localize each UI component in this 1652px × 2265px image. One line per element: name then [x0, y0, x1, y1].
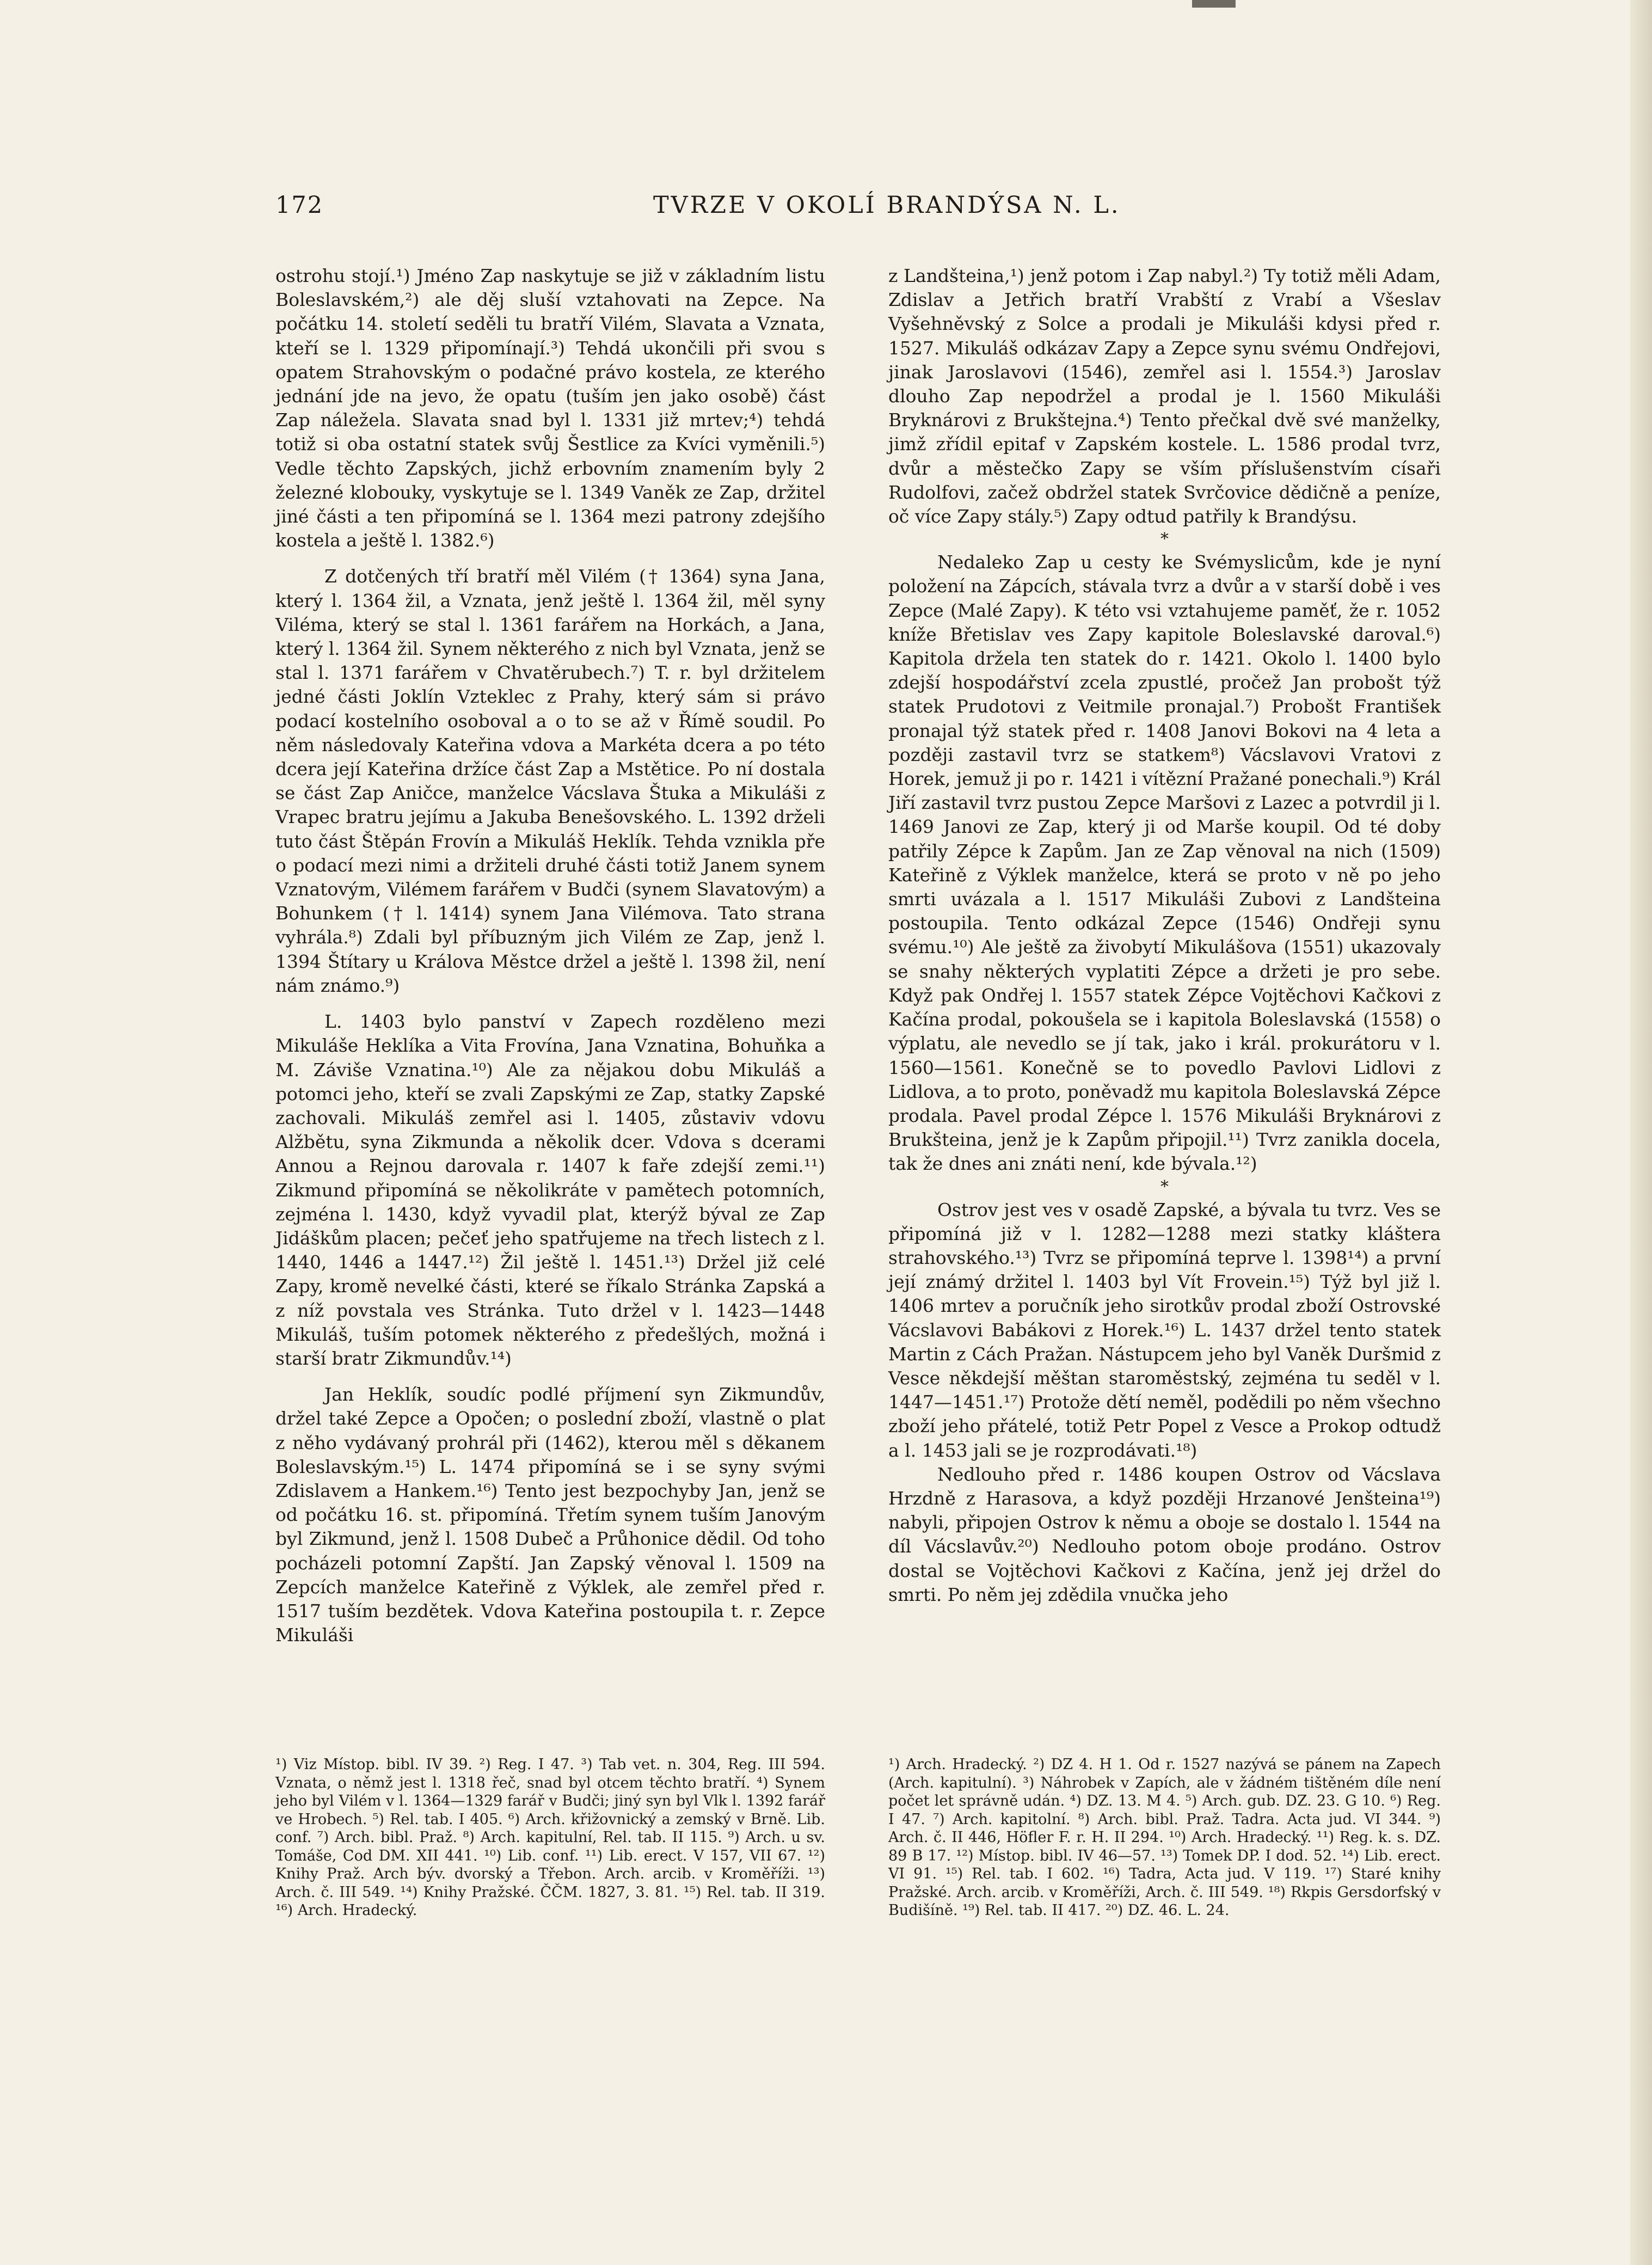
- left-column: [275, 264, 825, 1647]
- running-title: TVRZE V OKOLÍ BRANDÝSA N. L.: [653, 192, 1121, 219]
- section-separator: *: [1160, 1177, 1169, 1196]
- paragraph: Z dotčených tří bratří měl Vilém († 1364) syna Jana, který l. 1364 žil, a Vznata, jenž ještě l. 1364 žil, měl syny Viléma, který se stal l. 1361 farářem na Horkách, a Jana, který l. 1364 žil. Synem některého z nich byl Vznata, jenž se stal l. 1371 farářem v Chvatěrubech.⁷) T. r. byl držitelem jedné části Joklín Vzteklec z Prahy, který sám si právo podací kostelního osoboval a o to se až v Římě soudil. Po něm následovaly Kateřina vdova a Markéta dcera a po této dcera její Kateřina držíce část Zap a Mstětice. Po ní dostala se část Zap Aničce, manželce Vácslava Štuka a Mikuláši z Vrapec bratru jejímu a Jakuba Benešovského. L. 1392 drželi tuto část Štěpán Frovín a Mikuláš Heklík. Tehda vznikla pře o podací mezi nimi a držiteli druhé části totiž Janem synem Vznatovým, Vilémem farářem v Budči (synem Slavatovým) a Bohunkem († l. 1414) synem Jana Vilémova. Tato strana vyhrála.⁸) Zdali byl příbuzným jich Vilém ze Zap, jenž l. 1394 Štítary u Králova Městce držel a ještě l. 1398 žil, není nám známo.⁹): [275, 566, 825, 996]
- footnotes-left: ¹) Viz Místop. bibl. IV 39. ²) Reg. I 47. ³) Tab vet. n. 304, Reg. III 594. Vznata, o němž jest l. 1318 řeč, snad byl otcem těchto bratří. ⁴) Synem jeho byl Vilém v l. 1364—1329 farář v Budči; jiný syn byl Vlk l. 1392 farář ve Hrobech. ⁵) Rel. tab. I 405. ⁶) Arch. křižovnický a zemský v Brně. Lib. conf. ⁷) Arch. bibl. Praž. ⁸) Arch. kapitulní, Rel. tab. II 115. ⁹) Arch. u sv. Tomáše, Cod DM. XII 441. ¹⁰) Lib. conf. ¹¹) Lib. erect. V 157, VII 67. ¹²) Knihy Praž. Arch býv. dvorský a Třebon. Arch. arcib. v Kroměříži. ¹³) Arch. č. III 549. ¹⁴) Knihy Pražské. ČČM. 1827, 3. 81. ¹⁵) Rel. tab. II 319. ¹⁶) Arch. Hradecký.: [275, 1756, 825, 1919]
- paragraph: Nedaleko Zap u cesty ke Svémyslicům, kde je nyní položení na Zápcích, stávala tvrz a dvůr a v starší době i ves Zepce (Malé Zapy). K této vsi vztahujeme paměť, že r. 1052 kníže Břetislav ves Zapy kapitole Boleslavské daroval.⁶) Kapitola držela ten statek do r. 1421. Okolo l. 1400 bylo zdejší hospodářství zcela zpustlé, pročež Jan probošt týž statek Prudotovi z Veitmile pronajal.⁷) Probošt František pronajal týž statek před r. 1408 Janovi Bokovi na 4 leta a později zastavil tvrz se statkem⁸) Vácslavovi Vratovi z Horek, jemuž ji po r. 1421 i vítězní Pražané ponechali.⁹) Král Jiří zastavil tvrz pustou Zepce Maršovi z Lazec a potvrdil ji l. 1469 Janovi ze Zap, který ji od Marše koupil. Od té doby patřily Zépce k Zapům. Jan ze Zap věnoval na nich (1509) Kateřině z Výklek manželce, která se proto v ně po jeho smrti uvázala a l. 1517 Mikuláši Zubovi z Landšteina postoupila. Tento odkázal Zepce (1546) Ondřeji synu svému.¹⁰) Ale ještě za živobytí Mikulášova (1551) ukazovaly se snahy některých vyplatiti Zépce a držeti je pro sebe. Když pak Ondřej l. 1557 statek Zépce Vojtěchovi Kačkovi z Kačína prodal, pokoušela se i kapitola Boleslavská (1558) o výplatu, ale nevedlo se jí tak, jako i král. prokurátoru v l. 1560—1561. Konečně se to povedlo Pavlovi Lidlovi z Lidlova, a to proto, poněvadž mu kapitola Boleslavská Zépce prodala. Pavel prodal Zépce l. 1576 Mikuláši Bryknárovi z Brukšteina, jenž je k Zapům připojil.¹¹) Tvrz zanikla docela, tak že dnes ani znáti není, kde bývala.¹²): [888, 551, 1441, 1175]
- right-column: [888, 264, 1441, 1607]
- page-header: [275, 192, 1121, 224]
- paragraph: L. 1403 bylo panství v Zapech rozděleno mezi Mikuláše Heklíka a Vita Frovína, Jana Vznatina, Bohuňka a M. Záviše Vznatina.¹⁰) Ale za nějakou dobu Mikuláš a potomci jeho, kteří se zvali Zapskými ze Zap, statky Zapské zachovali. Mikuláš zemřel asi l. 1405, zůstaviv vdovu Alžbětu, syna Zikmunda a několik dcer. Vdova s dcerami Annou a Rejnou darovala r. 1407 k faře zdejší zemi.¹¹) Zikmund připomíná se několikráte v pamětech potomních, zejména l. 1430, když vyvadil plat, kterýž býval ze Zap Jidáškům placen; pečeť jeho spatřujeme na třech listech z l. 1440, 1446 a 1447.¹²) Žil ještě l. 1451.¹³) Držel již celé Zapy, kromě nevelké části, které se říkalo Stránka Zapská a z níž povstala ves Stránka. Tuto držel v l. 1423—1448 Mikuláš, tuším potomek některého z předešlých, možná i starší bratr Zikmundův.¹⁴): [275, 1011, 825, 1369]
- scan-edge-mark: [1192, 0, 1236, 8]
- footnotes-right: ¹) Arch. Hradecký. ²) DZ 4. H 1. Od r. 1527 nazývá se pánem na Zapech (Arch. kapitulní). ³) Náhrobek v Zapích, ale v žádném tištěném díle není počet let správně udán. ⁴) DZ. 13. M 4. ⁵) Arch. gub. DZ. 23. G 10. ⁶) Reg. I 47. ⁷) Arch. kapitolní. ⁸) Arch. bibl. Praž. Tadra. Acta jud. VI 344. ⁹) Arch. č. II 446, Höfler F. r. H. II 294. ¹⁰) Arch. Hradecký. ¹¹) Reg. k. s. DZ. 89 B 17. ¹²) Místop. bibl. IV 46—57. ¹³) Tomek DP. I dod. 52. ¹⁴) Lib. erect. VI 91. ¹⁵) Rel. tab. I 602. ¹⁶) Tadra, Acta jud. V 119. ¹⁷) Staré knihy Pražské. Arch. arcib. v Kroměříži, Arch. č. III 549. ¹⁸) Rkpis Gersdorfský v Budišíně. ¹⁹) Rel. tab. II 417. ²⁰) DZ. 46. L. 24.: [888, 1756, 1441, 1919]
- paragraph: z Landšteina,¹) jenž potom i Zap nabyl.²) Ty totiž měli Adam, Zdislav a Jetřich bratří Vrabští z Vrabí a Všeslav Vyšehněvský z Solce a prodali je Mikuláši kdysi před r. 1527. Mikuláš odkázav Zapy a Zepce synu svému Ondřejovi, jinak Jaroslavovi (1546), zemřel asi l. 1554.³) Jaroslav dlouho Zap nepodržel a prodal je l. 1560 Mikuláši Bryknárovi z Brukštejna.⁴) Tento přečkal dvě své manželky, jimž zřídil epitaf v Zapském kostele. L. 1586 prodal tvrz, dvůr a městečko Zapy se vším příslušenstvím císaři Rudolfovi, začež obdržel statek Svrčovice dědičně a peníze, oč více Zapy stály.⁵) Zapy odtud patřily k Brandýsu.: [888, 265, 1441, 527]
- paragraph: Ostrov jest ves v osadě Zapské, a bývala tu tvrz. Ves se připomíná již v l. 1282—1288 mezi statky kláštera strahovského.¹³) Tvrz se připomíná teprve l. 1398¹⁴) a první její známý držitel l. 1403 byl Vít Frovein.¹⁵) Týž byl již l. 1406 mrtev a poručník jeho sirotkův prodal zboží Ostrovské Vácslavovi Babákovi z Horek.¹⁶) L. 1437 držel tento statek Martin z Cách Pražan. Nástupcem jeho byl Vaněk Duršmid z Vesce někdejší měštan staroměstský, zejména tu seděl v l. 1447—1451.¹⁷) Protože dětí neměl, podědili po něm všechno zboží jeho přátelé, totiž Petr Popel z Vesce a Prokop odtudž a l. 1453 jali se je rozprodávati.¹⁸): [888, 1199, 1441, 1461]
- paragraph: Nedlouho před r. 1486 koupen Ostrov od Vácslava Hrzdně z Harasova, a když později Hrzanové Jenšteina¹⁹) nabyli, připojen Ostrov k němu a oboje se dostalo l. 1544 na díl Vácslavův.²⁰) Nedlouho potom oboje prodáno. Ostrov dostal se Vojtěchovi Kačkovi z Kačína, jenž jej držel do smrti. Po něm jej zdědila vnučka jeho: [888, 1463, 1441, 1605]
- paragraph: Jan Heklík, soudíc podlé příjmení syn Zikmundův, držel také Zepce a Opočen; o poslední zboží, vlastně o plat z něho vydávaný prohrál při (1462), kterou měl s děkanem Boleslavským.¹⁵) L. 1474 připomíná se i se syny svými Zdislavem a Hankem.¹⁶) Tento jest bezpochyby Jan, jenž se od počátku 16. st. připomíná. Třetím synem tuším Janovým byl Zikmund, jenž l. 1508 Dubeč a Průhonice dědil. Od toho pocházeli potomní Zapští. Jan Zapský věnoval l. 1509 na Zepcích manželce Kateřině z Výklek, ale zemřel před r. 1517 tuším bezdětek. Vdova Kateřina postoupila t. r. Zepce Mikuláši: [275, 1384, 825, 1646]
- page-number: 172: [275, 192, 324, 219]
- paragraph: ostrohu stojí.¹) Jméno Zap naskytuje se již v základním listu Boleslavském,²) ale děj sluší vztahovati na Zepce. Na počátku 14. století seděli tu bratří Vilém, Slavata a Vznata, kteří se l. 1329 připomínají.³) Tehdá ukončili při svou s opatem Strahovským o podačné právo kostela, ze kterého jednání jde na jevo, že opatu (tuším jen jako osobě) část Zap náležela. Slavata snad byl l. 1331 již mrtev;⁴) tehdá totiž si oba ostatní statek svůj Šestlice za Kvíci vyměnili.⁵) Vedle těchto Zapských, jichž erbovním znamením byly 2 železné klobouky, vyskytuje se l. 1349 Vaněk ze Zap, držitel jiné části a ten připomíná se l. 1364 mezi patrony zdejšího kostela a ještě l. 1382.⁶): [275, 265, 825, 551]
- section-separator: *: [1160, 530, 1169, 549]
